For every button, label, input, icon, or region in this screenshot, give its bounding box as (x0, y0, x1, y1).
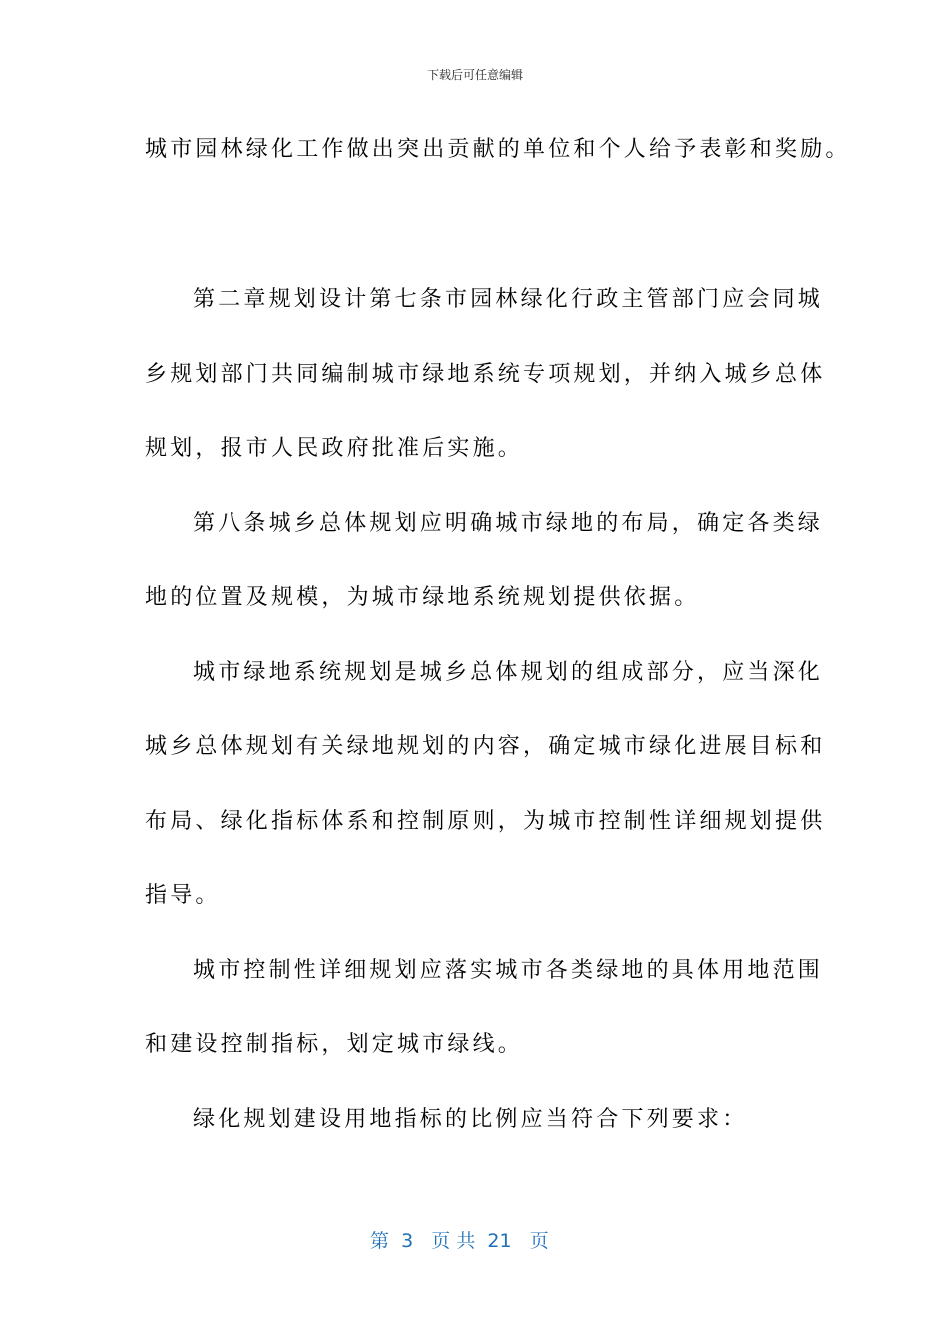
text-line: 城乡总体规划有关绿地规划的内容，确定城市绿化进展目标和 (145, 734, 826, 759)
text-line: 第二章规划设计第七条市园林绿化行政主管部门应会同城 (193, 287, 824, 312)
page-number-footer: 第 3 页 共 21 页 (370, 1230, 549, 1252)
text-line: 绿化规划建设用地指标的比例应当符合下列要求： (193, 1107, 748, 1132)
text-line: 第八条城乡总体规划应明确城市绿地的布局，确定各类绿 (193, 511, 824, 536)
text-line: 规划，报市人民政府批准后实施。 (145, 436, 524, 461)
text-line: 和建设控制指标，划定城市绿线。 (145, 1032, 524, 1057)
text-line: 城市绿地系统规划是城乡总体规划的组成部分，应当深化 (193, 660, 824, 685)
text-line: 城市控制性详细规划应落实城市各类绿地的具体用地范围 (193, 958, 824, 983)
text-line: 地的位置及规模，为城市绿地系统规划提供依据。 (145, 585, 700, 610)
text-line: 指导。 (145, 883, 221, 908)
text-line: 乡规划部门共同编制城市绿地系统专项规划，并纳入城乡总体 (145, 362, 826, 387)
header-note: 下载后可任意编辑 (426, 68, 523, 82)
text-line: 城市园林绿化工作做出突出贡献的单位和个人给予表彰和奖励。 (145, 137, 851, 162)
text-line: 布局、绿化指标体系和控制原则，为城市控制性详细规划提供 (145, 809, 826, 834)
